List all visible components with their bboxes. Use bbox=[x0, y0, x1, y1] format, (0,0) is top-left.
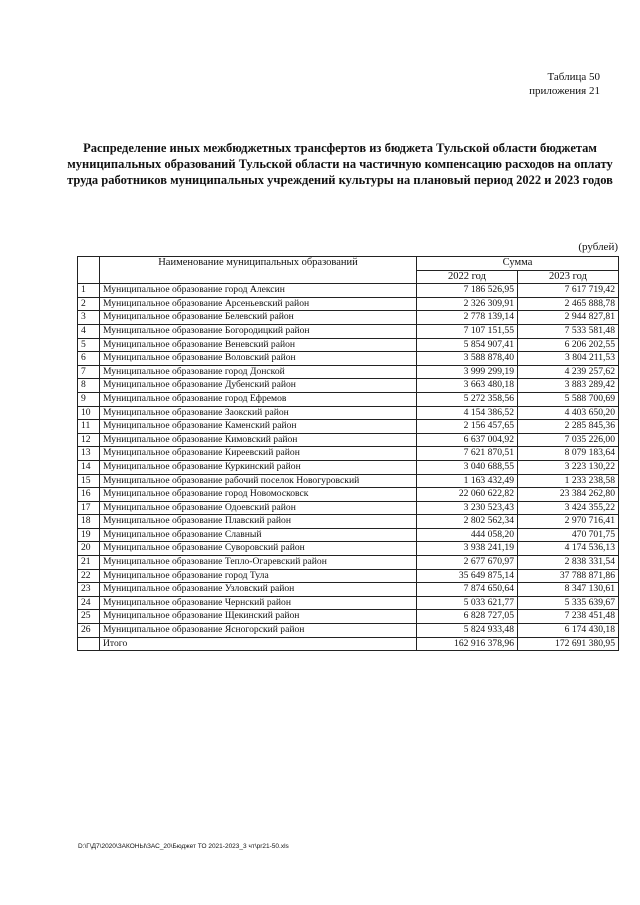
amount-2023: 2 465 888,78 bbox=[518, 297, 619, 311]
row-number: 5 bbox=[78, 338, 100, 352]
row-number: 17 bbox=[78, 501, 100, 515]
amount-2022: 7 186 526,95 bbox=[417, 284, 518, 298]
table-row bbox=[78, 501, 619, 515]
municipality-name: Муниципальное образование Заокский район bbox=[100, 406, 417, 420]
row-number: 3 bbox=[78, 311, 100, 325]
amount-2022: 2 326 309,91 bbox=[417, 297, 518, 311]
header-sum: Сумма bbox=[417, 257, 619, 271]
caption-appendix: приложения 21 bbox=[529, 85, 600, 97]
table-row bbox=[78, 365, 619, 379]
row-number: 8 bbox=[78, 379, 100, 393]
header-2022: 2022 год bbox=[417, 270, 518, 284]
amount-2023: 23 384 262,80 bbox=[518, 488, 619, 502]
municipality-name: Муниципальное образование Куркинский район bbox=[100, 460, 417, 474]
table-row bbox=[78, 392, 619, 406]
amount-2022: 2 802 562,34 bbox=[417, 515, 518, 529]
amount-2023: 4 174 536,13 bbox=[518, 542, 619, 556]
amount-2023: 7 533 581,48 bbox=[518, 324, 619, 338]
amount-2023: 7 035 226,00 bbox=[518, 433, 619, 447]
amount-2022: 2 677 670,97 bbox=[417, 556, 518, 570]
amount-2023: 3 804 211,53 bbox=[518, 352, 619, 366]
municipality-name: Муниципальное образование Одоевский район bbox=[100, 501, 417, 515]
header-number bbox=[78, 257, 100, 284]
table-row bbox=[78, 583, 619, 597]
header-2023: 2023 год bbox=[518, 270, 619, 284]
amount-2023: 7 238 451,48 bbox=[518, 610, 619, 624]
total-2023: 172 691 380,95 bbox=[518, 637, 619, 651]
amount-2023: 4 239 257,62 bbox=[518, 365, 619, 379]
municipality-name: Муниципальное образование Каменский район bbox=[100, 420, 417, 434]
table-row bbox=[78, 624, 619, 638]
row-number: 16 bbox=[78, 488, 100, 502]
amount-2023: 2 944 827,81 bbox=[518, 311, 619, 325]
amount-2022: 3 230 523,43 bbox=[417, 501, 518, 515]
municipality-name: Муниципальное образование Арсеньевский район bbox=[100, 297, 417, 311]
row-number: 15 bbox=[78, 474, 100, 488]
amount-2022: 5 033 621,77 bbox=[417, 596, 518, 610]
table-row bbox=[78, 338, 619, 352]
row-number: 14 bbox=[78, 460, 100, 474]
amount-2023: 37 788 871,86 bbox=[518, 569, 619, 583]
amount-2022: 3 588 878,40 bbox=[417, 352, 518, 366]
row-number: 22 bbox=[78, 569, 100, 583]
table-row bbox=[78, 542, 619, 556]
amount-2022: 5 272 358,56 bbox=[417, 392, 518, 406]
row-number: 1 bbox=[78, 284, 100, 298]
table-row bbox=[78, 556, 619, 570]
table-row bbox=[78, 596, 619, 610]
table-row bbox=[78, 352, 619, 366]
amount-2023: 5 588 700,69 bbox=[518, 392, 619, 406]
total-row bbox=[78, 637, 619, 651]
table-caption bbox=[470, 70, 600, 98]
municipality-name: Муниципальное образование Дубенский район bbox=[100, 379, 417, 393]
table-row bbox=[78, 488, 619, 502]
row-number: 7 bbox=[78, 365, 100, 379]
row-number: 18 bbox=[78, 515, 100, 529]
total-number-cell bbox=[78, 637, 100, 651]
amount-2022: 6 828 727,05 bbox=[417, 610, 518, 624]
distribution-table bbox=[77, 256, 619, 651]
municipality-name: Муниципальное образование Воловский район bbox=[100, 352, 417, 366]
document-title: Распределение иных межбюджетных трансфертов из бюджета Тульской области бюджетам муниципальных образований Тульской области на частичную компенсацию расходов на оплату труда работников муниципальных учреждений культуры на плановый период 2022 и 2023 годов bbox=[67, 141, 613, 187]
municipality-name: Муниципальное образование город Тула bbox=[100, 569, 417, 583]
amount-2023: 2 970 716,41 bbox=[518, 515, 619, 529]
municipality-name: Муниципальное образование Узловский район bbox=[100, 583, 417, 597]
amount-2023: 3 883 289,42 bbox=[518, 379, 619, 393]
row-number: 10 bbox=[78, 406, 100, 420]
unit-label: (рублей) bbox=[578, 241, 618, 253]
header-name: Наименование муниципальных образований bbox=[100, 257, 417, 284]
table-body bbox=[78, 284, 619, 637]
municipality-name: Муниципальное образование Суворовский район bbox=[100, 542, 417, 556]
amount-2022: 6 637 004,92 bbox=[417, 433, 518, 447]
table-row bbox=[78, 474, 619, 488]
amount-2023: 6 206 202,55 bbox=[518, 338, 619, 352]
caption-table-number: Таблица 50 bbox=[547, 71, 600, 83]
row-number: 19 bbox=[78, 528, 100, 542]
amount-2022: 5 854 907,41 bbox=[417, 338, 518, 352]
table-row bbox=[78, 528, 619, 542]
amount-2023: 4 403 650,20 bbox=[518, 406, 619, 420]
amount-2022: 7 874 650,64 bbox=[417, 583, 518, 597]
amount-2022: 7 107 151,55 bbox=[417, 324, 518, 338]
row-number: 2 bbox=[78, 297, 100, 311]
municipality-name: Муниципальное образование Веневский район bbox=[100, 338, 417, 352]
table-row bbox=[78, 297, 619, 311]
municipality-name: Муниципальное образование Киреевский район bbox=[100, 447, 417, 461]
amount-2023: 3 223 130,22 bbox=[518, 460, 619, 474]
table-row bbox=[78, 406, 619, 420]
amount-2023: 7 617 719,42 bbox=[518, 284, 619, 298]
table-row bbox=[78, 324, 619, 338]
table-row bbox=[78, 447, 619, 461]
table-row bbox=[78, 460, 619, 474]
file-path-footer: D:\Г\Д7\2020\ЗАКОНЫ\ЗАС_20\Бюджет ТО 2021-2023_3 чт\pr21-50.xls bbox=[78, 843, 289, 850]
municipality-name: Муниципальное образование город Алексин bbox=[100, 284, 417, 298]
municipality-name: Муниципальное образование Ясногорский район bbox=[100, 624, 417, 638]
municipality-name: Муниципальное образование Белевский район bbox=[100, 311, 417, 325]
row-number: 11 bbox=[78, 420, 100, 434]
amount-2023: 6 174 430,18 bbox=[518, 624, 619, 638]
amount-2023: 8 347 130,61 bbox=[518, 583, 619, 597]
table-row bbox=[78, 610, 619, 624]
amount-2022: 22 060 622,82 bbox=[417, 488, 518, 502]
row-number: 23 bbox=[78, 583, 100, 597]
amount-2023: 8 079 183,64 bbox=[518, 447, 619, 461]
amount-2023: 5 335 639,67 bbox=[518, 596, 619, 610]
amount-2023: 2 285 845,36 bbox=[518, 420, 619, 434]
amount-2022: 2 778 139,14 bbox=[417, 311, 518, 325]
municipality-name: Муниципальное образование город Новомосковск bbox=[100, 488, 417, 502]
amount-2022: 1 163 432,49 bbox=[417, 474, 518, 488]
row-number: 20 bbox=[78, 542, 100, 556]
total-label: Итого bbox=[100, 637, 417, 651]
row-number: 24 bbox=[78, 596, 100, 610]
table-row bbox=[78, 515, 619, 529]
amount-2022: 2 156 457,65 bbox=[417, 420, 518, 434]
amount-2023: 1 233 238,58 bbox=[518, 474, 619, 488]
row-number: 26 bbox=[78, 624, 100, 638]
table-row bbox=[78, 311, 619, 325]
row-number: 12 bbox=[78, 433, 100, 447]
total-2022: 162 916 378,96 bbox=[417, 637, 518, 651]
row-number: 4 bbox=[78, 324, 100, 338]
amount-2022: 3 663 480,18 bbox=[417, 379, 518, 393]
amount-2023: 2 838 331,54 bbox=[518, 556, 619, 570]
amount-2023: 470 701,75 bbox=[518, 528, 619, 542]
amount-2022: 5 824 933,48 bbox=[417, 624, 518, 638]
row-number: 21 bbox=[78, 556, 100, 570]
municipality-name: Муниципальное образование Чернский район bbox=[100, 596, 417, 610]
municipality-name: Муниципальное образование город Ефремов bbox=[100, 392, 417, 406]
row-number: 6 bbox=[78, 352, 100, 366]
municipality-name: Муниципальное образование город Донской bbox=[100, 365, 417, 379]
municipality-name: Муниципальное образование рабочий поселок Новогуровский bbox=[100, 474, 417, 488]
table-row bbox=[78, 569, 619, 583]
table-row bbox=[78, 379, 619, 393]
table-row bbox=[78, 420, 619, 434]
municipality-name: Муниципальное образование Тепло-Огаревский район bbox=[100, 556, 417, 570]
row-number: 25 bbox=[78, 610, 100, 624]
table-row bbox=[78, 433, 619, 447]
amount-2022: 3 040 688,55 bbox=[417, 460, 518, 474]
row-number: 13 bbox=[78, 447, 100, 461]
municipality-name: Муниципальное образование Кимовский район bbox=[100, 433, 417, 447]
amount-2022: 7 621 870,51 bbox=[417, 447, 518, 461]
amount-2022: 3 938 241,19 bbox=[417, 542, 518, 556]
amount-2022: 4 154 386,52 bbox=[417, 406, 518, 420]
municipality-name: Муниципальное образование Щекинский район bbox=[100, 610, 417, 624]
amount-2022: 444 058,20 bbox=[417, 528, 518, 542]
municipality-name: Муниципальное образование Славный bbox=[100, 528, 417, 542]
row-number: 9 bbox=[78, 392, 100, 406]
amount-2022: 3 999 299,19 bbox=[417, 365, 518, 379]
municipality-name: Муниципальное образование Богородицкий район bbox=[100, 324, 417, 338]
amount-2023: 3 424 355,22 bbox=[518, 501, 619, 515]
amount-2022: 35 649 875,14 bbox=[417, 569, 518, 583]
municipality-name: Муниципальное образование Плавский район bbox=[100, 515, 417, 529]
table-row bbox=[78, 284, 619, 298]
